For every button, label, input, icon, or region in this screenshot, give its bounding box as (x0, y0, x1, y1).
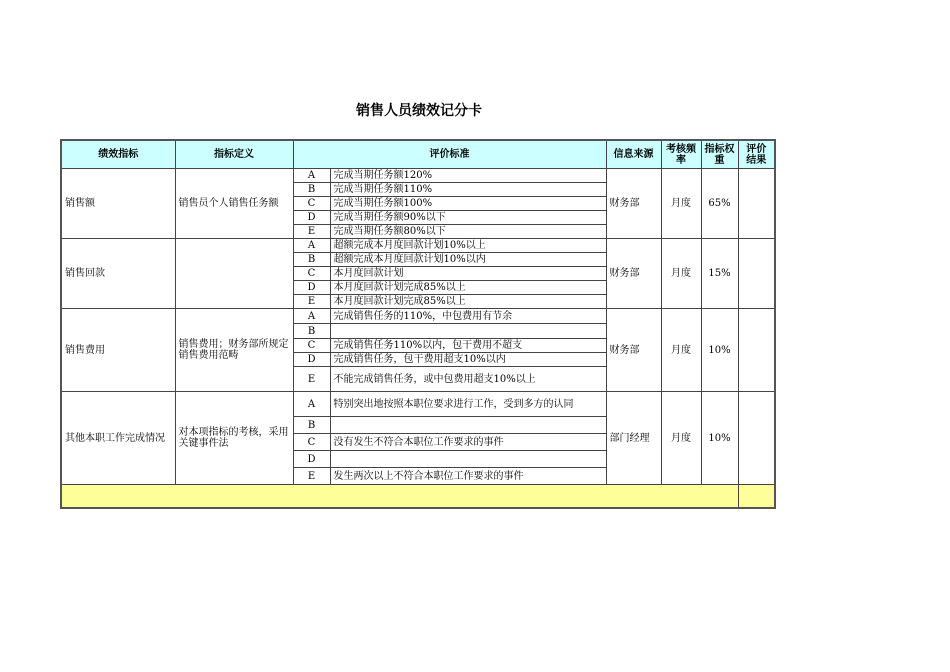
source-cell: 财务部 (606, 239, 661, 309)
grade-cell: E (293, 295, 330, 309)
result-cell[interactable] (738, 309, 775, 392)
page-title: 销售人员绩效记分卡 (356, 103, 482, 119)
grade-cell: A (293, 309, 330, 324)
criteria-cell: 不能完成销售任务，或中包费用超支10%以上 (330, 367, 606, 392)
grade-cell: A (293, 239, 330, 253)
weight-cell: 65% (701, 169, 738, 239)
indicator-cell: 销售额 (61, 169, 175, 239)
criteria-cell: 本月度回款计划完成85%以上 (330, 295, 606, 309)
table-row (61, 239, 775, 253)
header-row (61, 140, 775, 169)
indicator-cell: 销售费用 (61, 309, 175, 392)
total-row (61, 485, 775, 509)
frequency-cell: 月度 (661, 392, 701, 485)
criteria-cell: 完成销售任务，包干费用超支10%以内 (330, 353, 606, 367)
grade-cell: D (293, 451, 330, 468)
grade-cell: E (293, 225, 330, 239)
table-row (61, 169, 775, 183)
grade-cell: C (293, 197, 330, 211)
grade-cell: B (293, 417, 330, 434)
criteria-cell: 完成当期任务额100% (330, 197, 606, 211)
header-definition: 指标定义 (175, 140, 293, 169)
result-cell[interactable] (738, 169, 775, 239)
grade-cell: C (293, 267, 330, 281)
header-indicator: 绩效指标 (61, 140, 175, 169)
grade-cell: E (293, 468, 330, 485)
source-cell: 财务部 (606, 309, 661, 392)
frequency-cell: 月度 (661, 309, 701, 392)
criteria-cell (330, 451, 606, 468)
criteria-cell: 超额完成本月度回款计划10%以上 (330, 239, 606, 253)
criteria-cell: 完成当期任务额80%以下 (330, 225, 606, 239)
scorecard-table (60, 139, 776, 509)
weight-cell: 10% (701, 309, 738, 392)
header-source: 信息来源 (606, 140, 661, 169)
grade-cell: B (293, 253, 330, 267)
table-row (61, 309, 775, 324)
grade-cell: D (293, 353, 330, 367)
criteria-cell: 完成当期任务额90%以下 (330, 211, 606, 225)
header-weight: 指标权重 (701, 140, 738, 169)
grade-cell: B (293, 183, 330, 197)
criteria-cell: 发生两次以上不符合本职位工作要求的事件 (330, 468, 606, 485)
indicator-cell: 其他本职工作完成情况 (61, 392, 175, 485)
table-row (61, 392, 775, 417)
criteria-cell (330, 417, 606, 434)
criteria-cell: 本月度回款计划完成85%以上 (330, 281, 606, 295)
criteria-cell: 没有发生不符合本职位工作要求的事件 (330, 434, 606, 451)
source-cell: 部门经理 (606, 392, 661, 485)
header-frequency: 考核频率 (661, 140, 701, 169)
grade-cell: D (293, 211, 330, 225)
criteria-cell (330, 324, 606, 339)
result-cell[interactable] (738, 239, 775, 309)
criteria-cell: 完成销售任务的110%，中包费用有节余 (330, 309, 606, 324)
grade-cell: D (293, 281, 330, 295)
criteria-cell: 完成当期任务额120% (330, 169, 606, 183)
criteria-cell: 超额完成本月度回款计划10%以内 (330, 253, 606, 267)
total-result-cell[interactable] (738, 485, 775, 509)
header-criteria: 评价标准 (293, 140, 606, 169)
header-result: 评价结果 (738, 140, 775, 169)
criteria-cell: 完成销售任务110%以内，包干费用不超支 (330, 339, 606, 353)
source-cell: 财务部 (606, 169, 661, 239)
grade-cell: C (293, 434, 330, 451)
definition-cell: 销售员个人销售任务额 (175, 169, 293, 239)
frequency-cell: 月度 (661, 239, 701, 309)
grade-cell: B (293, 324, 330, 339)
criteria-cell: 本月度回款计划 (330, 267, 606, 281)
definition-cell: 销售费用；财务部所规定销售费用范畴 (175, 309, 293, 392)
definition-cell: 对本项指标的考核，采用关键事件法 (175, 392, 293, 485)
criteria-cell: 完成当期任务额110% (330, 183, 606, 197)
total-cell[interactable] (61, 485, 738, 509)
indicator-cell: 销售回款 (61, 239, 175, 309)
definition-cell (175, 239, 293, 309)
grade-cell: A (293, 169, 330, 183)
weight-cell: 15% (701, 239, 738, 309)
weight-cell: 10% (701, 392, 738, 485)
result-cell[interactable] (738, 392, 775, 485)
grade-cell: E (293, 367, 330, 392)
criteria-cell: 特别突出地按照本职位要求进行工作，受到多方的认同 (330, 392, 606, 417)
grade-cell: A (293, 392, 330, 417)
grade-cell: C (293, 339, 330, 353)
frequency-cell: 月度 (661, 169, 701, 239)
